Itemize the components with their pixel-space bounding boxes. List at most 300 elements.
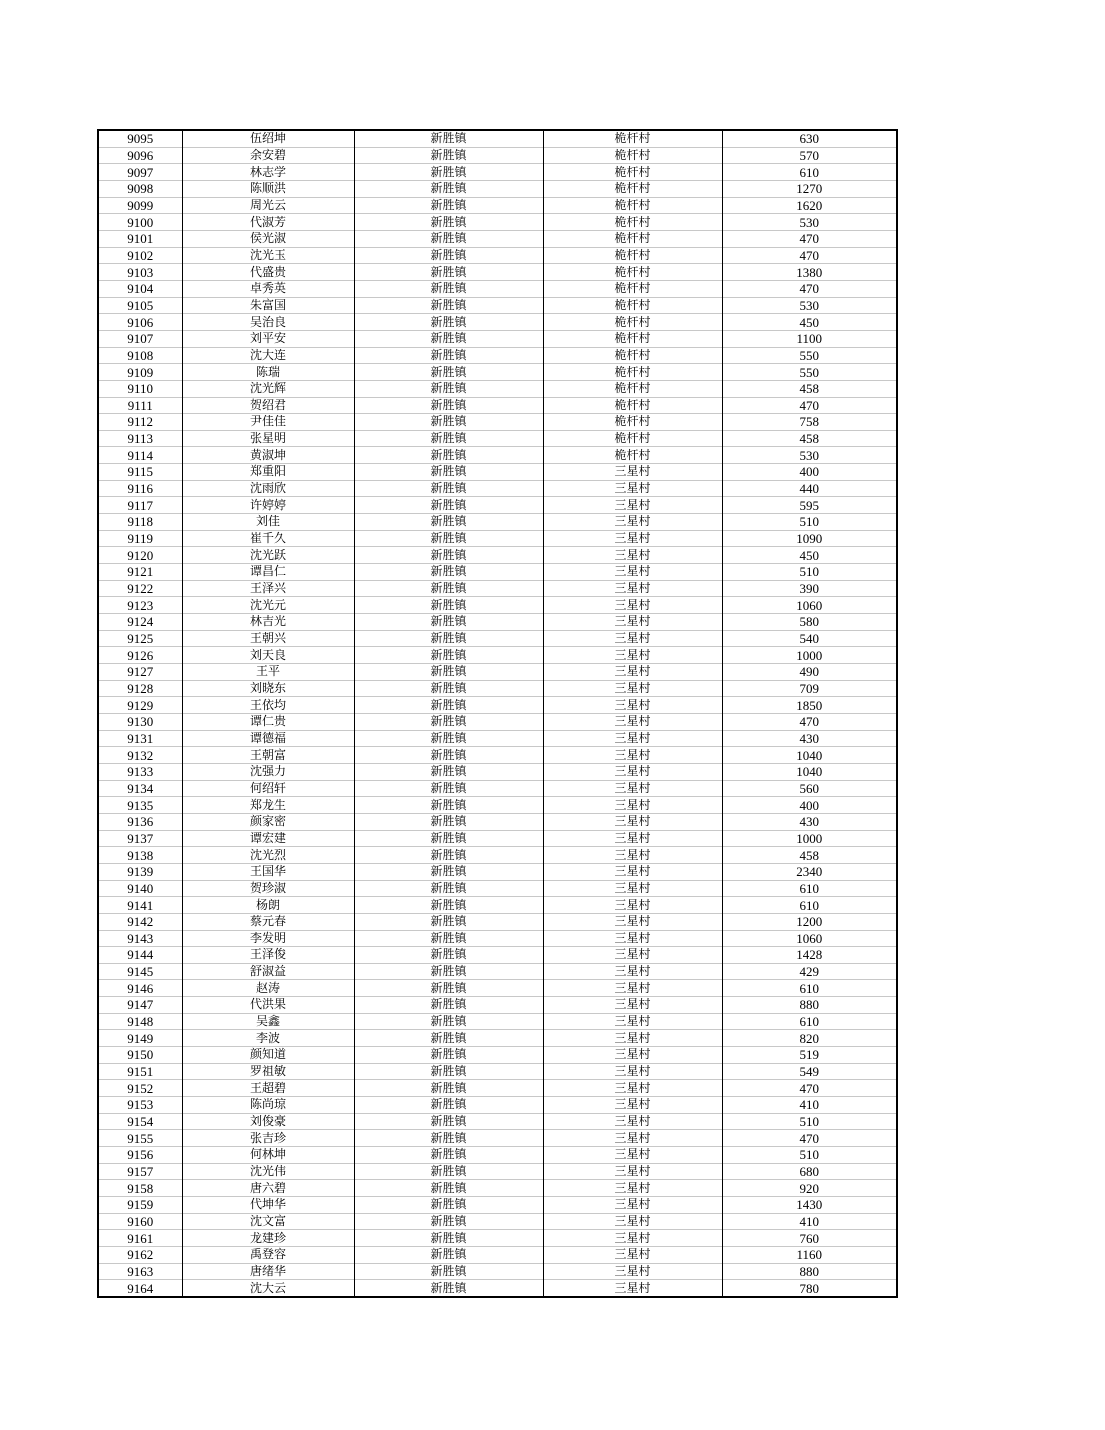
village-cell: 三星村	[543, 697, 722, 714]
table-row	[98, 147, 897, 164]
table-row	[98, 1147, 897, 1164]
town-cell: 新胜镇	[354, 264, 543, 281]
serial-number-cell: 9121	[98, 564, 182, 581]
village-cell: 三星村	[543, 1246, 722, 1263]
name-cell: 周光云	[182, 197, 354, 214]
town-cell: 新胜镇	[354, 330, 543, 347]
name-cell: 郑重阳	[182, 464, 354, 481]
table-row	[98, 547, 897, 564]
serial-number-cell: 9118	[98, 514, 182, 531]
town-cell: 新胜镇	[354, 547, 543, 564]
table-row	[98, 330, 897, 347]
village-cell: 桅杆村	[543, 280, 722, 297]
village-cell: 桅杆村	[543, 330, 722, 347]
table-row	[98, 1246, 897, 1263]
table-row	[98, 364, 897, 381]
town-cell: 新胜镇	[354, 1197, 543, 1214]
village-cell: 三星村	[543, 780, 722, 797]
amount-cell: 610	[722, 164, 897, 181]
table-row	[98, 464, 897, 481]
amount-cell: 1620	[722, 197, 897, 214]
serial-number-cell: 9153	[98, 1097, 182, 1114]
serial-number-cell: 9155	[98, 1130, 182, 1147]
serial-number-cell: 9128	[98, 680, 182, 697]
amount-cell: 510	[722, 1113, 897, 1130]
name-cell: 王超碧	[182, 1080, 354, 1097]
table-row	[98, 863, 897, 880]
table-row	[98, 713, 897, 730]
table-row	[98, 1063, 897, 1080]
town-cell: 新胜镇	[354, 913, 543, 930]
amount-cell: 530	[722, 297, 897, 314]
village-cell: 三星村	[543, 980, 722, 997]
name-cell: 李发明	[182, 930, 354, 947]
village-cell: 桅杆村	[543, 130, 722, 147]
name-cell: 沈强力	[182, 763, 354, 780]
village-cell: 桅杆村	[543, 247, 722, 264]
amount-cell: 430	[722, 730, 897, 747]
amount-cell: 780	[722, 1280, 897, 1297]
village-cell: 三星村	[543, 897, 722, 914]
name-cell: 王泽俊	[182, 947, 354, 964]
name-cell: 伍绍坤	[182, 130, 354, 147]
village-cell: 三星村	[543, 464, 722, 481]
amount-cell: 1090	[722, 530, 897, 547]
name-cell: 陈尚琼	[182, 1097, 354, 1114]
table-row	[98, 414, 897, 431]
amount-cell: 1428	[722, 947, 897, 964]
table-row	[98, 747, 897, 764]
town-cell: 新胜镇	[354, 397, 543, 414]
town-cell: 新胜镇	[354, 1063, 543, 1080]
name-cell: 颜家密	[182, 813, 354, 830]
name-cell: 沈雨欣	[182, 480, 354, 497]
town-cell: 新胜镇	[354, 297, 543, 314]
amount-cell: 920	[722, 1180, 897, 1197]
town-cell: 新胜镇	[354, 847, 543, 864]
amount-cell: 1060	[722, 597, 897, 614]
table-row	[98, 847, 897, 864]
name-cell: 沈光跃	[182, 547, 354, 564]
town-cell: 新胜镇	[354, 480, 543, 497]
town-cell: 新胜镇	[354, 897, 543, 914]
table-row	[98, 913, 897, 930]
name-cell: 代盛贵	[182, 264, 354, 281]
village-cell: 三星村	[543, 1263, 722, 1280]
table-row	[98, 1213, 897, 1230]
amount-cell: 610	[722, 897, 897, 914]
village-cell: 三星村	[543, 1147, 722, 1164]
name-cell: 刘天良	[182, 647, 354, 664]
amount-cell: 400	[722, 464, 897, 481]
amount-cell: 400	[722, 797, 897, 814]
serial-number-cell: 9116	[98, 480, 182, 497]
village-cell: 三星村	[543, 997, 722, 1014]
amount-cell: 429	[722, 963, 897, 980]
serial-number-cell: 9150	[98, 1047, 182, 1064]
table-row	[98, 830, 897, 847]
amount-cell: 1060	[722, 930, 897, 947]
village-cell: 三星村	[543, 564, 722, 581]
name-cell: 唐绪华	[182, 1263, 354, 1280]
name-cell: 沈文富	[182, 1213, 354, 1230]
amount-cell: 470	[722, 397, 897, 414]
village-cell: 三星村	[543, 1130, 722, 1147]
name-cell: 王朝兴	[182, 630, 354, 647]
name-cell: 林吉光	[182, 614, 354, 631]
serial-number-cell: 9141	[98, 897, 182, 914]
serial-number-cell: 9131	[98, 730, 182, 747]
name-cell: 谭德福	[182, 730, 354, 747]
town-cell: 新胜镇	[354, 530, 543, 547]
serial-number-cell: 9162	[98, 1246, 182, 1263]
village-cell: 三星村	[543, 647, 722, 664]
name-cell: 谭昌仁	[182, 564, 354, 581]
village-cell: 三星村	[543, 1047, 722, 1064]
amount-cell: 549	[722, 1063, 897, 1080]
town-cell: 新胜镇	[354, 230, 543, 247]
serial-number-cell: 9104	[98, 280, 182, 297]
village-cell: 桅杆村	[543, 380, 722, 397]
table-row	[98, 630, 897, 647]
amount-cell: 530	[722, 447, 897, 464]
table-row	[98, 1180, 897, 1197]
name-cell: 沈光伟	[182, 1163, 354, 1180]
village-cell: 三星村	[543, 1030, 722, 1047]
serial-number-cell: 9138	[98, 847, 182, 864]
name-cell: 沈光辉	[182, 380, 354, 397]
name-cell: 林志学	[182, 164, 354, 181]
table-row	[98, 297, 897, 314]
town-cell: 新胜镇	[354, 680, 543, 697]
serial-number-cell: 9158	[98, 1180, 182, 1197]
town-cell: 新胜镇	[354, 364, 543, 381]
table-row	[98, 1097, 897, 1114]
table-row	[98, 1230, 897, 1247]
town-cell: 新胜镇	[354, 713, 543, 730]
amount-cell: 390	[722, 580, 897, 597]
town-cell: 新胜镇	[354, 414, 543, 431]
name-cell: 崔千久	[182, 530, 354, 547]
amount-cell: 490	[722, 664, 897, 681]
town-cell: 新胜镇	[354, 1013, 543, 1030]
table-row	[98, 930, 897, 947]
table-row	[98, 797, 897, 814]
table-row	[98, 1047, 897, 1064]
amount-cell: 570	[722, 147, 897, 164]
table-row	[98, 130, 897, 147]
table-row	[98, 963, 897, 980]
table-row	[98, 214, 897, 231]
village-cell: 桅杆村	[543, 430, 722, 447]
serial-number-cell: 9143	[98, 930, 182, 947]
town-cell: 新胜镇	[354, 797, 543, 814]
amount-cell: 1430	[722, 1197, 897, 1214]
serial-number-cell: 9126	[98, 647, 182, 664]
town-cell: 新胜镇	[354, 1147, 543, 1164]
amount-cell: 1000	[722, 647, 897, 664]
amount-cell: 580	[722, 614, 897, 631]
town-cell: 新胜镇	[354, 247, 543, 264]
amount-cell: 1040	[722, 747, 897, 764]
serial-number-cell: 9099	[98, 197, 182, 214]
amount-cell: 1380	[722, 264, 897, 281]
village-cell: 三星村	[543, 597, 722, 614]
town-cell: 新胜镇	[354, 1230, 543, 1247]
amount-cell: 880	[722, 997, 897, 1014]
amount-cell: 470	[722, 1080, 897, 1097]
village-cell: 三星村	[543, 947, 722, 964]
town-cell: 新胜镇	[354, 564, 543, 581]
table-row	[98, 480, 897, 497]
village-cell: 三星村	[543, 580, 722, 597]
serial-number-cell: 9124	[98, 614, 182, 631]
serial-number-cell: 9105	[98, 297, 182, 314]
town-cell: 新胜镇	[354, 1113, 543, 1130]
table-row	[98, 447, 897, 464]
table-row	[98, 947, 897, 964]
serial-number-cell: 9115	[98, 464, 182, 481]
amount-cell: 550	[722, 347, 897, 364]
serial-number-cell: 9161	[98, 1230, 182, 1247]
table-row	[98, 880, 897, 897]
table-row	[98, 1280, 897, 1297]
serial-number-cell: 9120	[98, 547, 182, 564]
village-cell: 三星村	[543, 797, 722, 814]
town-cell: 新胜镇	[354, 597, 543, 614]
serial-number-cell: 9136	[98, 813, 182, 830]
village-cell: 桅杆村	[543, 314, 722, 331]
name-cell: 王朝富	[182, 747, 354, 764]
town-cell: 新胜镇	[354, 147, 543, 164]
amount-cell: 1040	[722, 763, 897, 780]
table-row	[98, 980, 897, 997]
serial-number-cell: 9160	[98, 1213, 182, 1230]
serial-number-cell: 9146	[98, 980, 182, 997]
serial-number-cell: 9149	[98, 1030, 182, 1047]
town-cell: 新胜镇	[354, 830, 543, 847]
name-cell: 刘佳	[182, 514, 354, 531]
amount-cell: 510	[722, 514, 897, 531]
name-cell: 何绍轩	[182, 780, 354, 797]
name-cell: 侯光淑	[182, 230, 354, 247]
amount-cell: 820	[722, 1030, 897, 1047]
town-cell: 新胜镇	[354, 813, 543, 830]
table-row	[98, 514, 897, 531]
town-cell: 新胜镇	[354, 697, 543, 714]
amount-cell: 510	[722, 564, 897, 581]
serial-number-cell: 9100	[98, 214, 182, 231]
village-cell: 桅杆村	[543, 164, 722, 181]
serial-number-cell: 9110	[98, 380, 182, 397]
village-cell: 桅杆村	[543, 230, 722, 247]
town-cell: 新胜镇	[354, 747, 543, 764]
name-cell: 沈大连	[182, 347, 354, 364]
name-cell: 吴治良	[182, 314, 354, 331]
village-cell: 三星村	[543, 913, 722, 930]
village-cell: 三星村	[543, 863, 722, 880]
village-cell: 三星村	[543, 813, 722, 830]
name-cell: 舒淑益	[182, 963, 354, 980]
table-row	[98, 280, 897, 297]
town-cell: 新胜镇	[354, 1263, 543, 1280]
table-row	[98, 530, 897, 547]
table-row	[98, 763, 897, 780]
amount-cell: 510	[722, 1147, 897, 1164]
serial-number-cell: 9122	[98, 580, 182, 597]
table-row	[98, 164, 897, 181]
serial-number-cell: 9154	[98, 1113, 182, 1130]
amount-cell: 610	[722, 980, 897, 997]
table-row	[98, 497, 897, 514]
village-cell: 三星村	[543, 680, 722, 697]
serial-number-cell: 9117	[98, 497, 182, 514]
name-cell: 唐六碧	[182, 1180, 354, 1197]
amount-cell: 610	[722, 880, 897, 897]
amount-cell: 458	[722, 430, 897, 447]
serial-number-cell: 9108	[98, 347, 182, 364]
name-cell: 张星明	[182, 430, 354, 447]
table-row	[98, 664, 897, 681]
amount-cell: 458	[722, 847, 897, 864]
table-row	[98, 1013, 897, 1030]
village-cell: 三星村	[543, 1180, 722, 1197]
town-cell: 新胜镇	[354, 464, 543, 481]
table-row	[98, 697, 897, 714]
name-cell: 何林坤	[182, 1147, 354, 1164]
name-cell: 蔡元春	[182, 913, 354, 930]
village-cell: 三星村	[543, 630, 722, 647]
town-cell: 新胜镇	[354, 664, 543, 681]
town-cell: 新胜镇	[354, 880, 543, 897]
name-cell: 许婷婷	[182, 497, 354, 514]
town-cell: 新胜镇	[354, 1130, 543, 1147]
town-cell: 新胜镇	[354, 1246, 543, 1263]
amount-cell: 760	[722, 1230, 897, 1247]
amount-cell: 2340	[722, 863, 897, 880]
table-row	[98, 197, 897, 214]
town-cell: 新胜镇	[354, 614, 543, 631]
table-row	[98, 1197, 897, 1214]
amount-cell: 880	[722, 1263, 897, 1280]
amount-cell: 550	[722, 364, 897, 381]
town-cell: 新胜镇	[354, 947, 543, 964]
serial-number-cell: 9129	[98, 697, 182, 714]
table-row	[98, 564, 897, 581]
table-row	[98, 1163, 897, 1180]
amount-cell: 610	[722, 1013, 897, 1030]
village-cell: 三星村	[543, 1080, 722, 1097]
serial-number-cell: 9156	[98, 1147, 182, 1164]
serial-number-cell: 9142	[98, 913, 182, 930]
amount-cell: 1100	[722, 330, 897, 347]
name-cell: 王泽兴	[182, 580, 354, 597]
village-cell: 三星村	[543, 1163, 722, 1180]
amount-cell: 470	[722, 230, 897, 247]
serial-number-cell: 9148	[98, 1013, 182, 1030]
amount-cell: 470	[722, 247, 897, 264]
village-cell: 三星村	[543, 830, 722, 847]
village-cell: 三星村	[543, 614, 722, 631]
amount-cell: 470	[722, 280, 897, 297]
amount-cell: 1270	[722, 180, 897, 197]
village-cell: 三星村	[543, 713, 722, 730]
serial-number-cell: 9111	[98, 397, 182, 414]
town-cell: 新胜镇	[354, 130, 543, 147]
village-cell: 三星村	[543, 1013, 722, 1030]
name-cell: 余安碧	[182, 147, 354, 164]
table-row	[98, 430, 897, 447]
name-cell: 张吉珍	[182, 1130, 354, 1147]
amount-cell: 458	[722, 380, 897, 397]
village-cell: 三星村	[543, 880, 722, 897]
town-cell: 新胜镇	[354, 314, 543, 331]
serial-number-cell: 9137	[98, 830, 182, 847]
town-cell: 新胜镇	[354, 514, 543, 531]
serial-number-cell: 9145	[98, 963, 182, 980]
table-row	[98, 614, 897, 631]
town-cell: 新胜镇	[354, 380, 543, 397]
table-row	[98, 230, 897, 247]
town-cell: 新胜镇	[354, 180, 543, 197]
town-cell: 新胜镇	[354, 1213, 543, 1230]
village-cell: 三星村	[543, 763, 722, 780]
amount-cell: 1000	[722, 830, 897, 847]
name-cell: 罗祖敏	[182, 1063, 354, 1080]
amount-cell: 410	[722, 1213, 897, 1230]
name-cell: 沈光玉	[182, 247, 354, 264]
amount-cell: 450	[722, 314, 897, 331]
table-row	[98, 647, 897, 664]
table-row	[98, 580, 897, 597]
serial-number-cell: 9140	[98, 880, 182, 897]
serial-number-cell: 9107	[98, 330, 182, 347]
name-cell: 赵涛	[182, 980, 354, 997]
village-cell: 桅杆村	[543, 214, 722, 231]
amount-cell: 560	[722, 780, 897, 797]
town-cell: 新胜镇	[354, 730, 543, 747]
name-cell: 朱富国	[182, 297, 354, 314]
town-cell: 新胜镇	[354, 863, 543, 880]
table-row	[98, 1030, 897, 1047]
serial-number-cell: 9164	[98, 1280, 182, 1297]
table-row	[98, 247, 897, 264]
name-cell: 郑龙生	[182, 797, 354, 814]
document-page	[97, 129, 898, 1298]
serial-number-cell: 9103	[98, 264, 182, 281]
table-row	[98, 680, 897, 697]
serial-number-cell: 9152	[98, 1080, 182, 1097]
town-cell: 新胜镇	[354, 447, 543, 464]
amount-cell: 709	[722, 680, 897, 697]
serial-number-cell: 9133	[98, 763, 182, 780]
serial-number-cell: 9123	[98, 597, 182, 614]
name-cell: 沈光烈	[182, 847, 354, 864]
name-cell: 陈瑞	[182, 364, 354, 381]
name-cell: 谭仁贵	[182, 713, 354, 730]
serial-number-cell: 9096	[98, 147, 182, 164]
name-cell: 陈顺洪	[182, 180, 354, 197]
village-cell: 桅杆村	[543, 364, 722, 381]
serial-number-cell: 9127	[98, 664, 182, 681]
amount-cell: 680	[722, 1163, 897, 1180]
village-cell: 桅杆村	[543, 447, 722, 464]
table-body	[98, 130, 897, 1297]
name-cell: 颜知道	[182, 1047, 354, 1064]
serial-number-cell: 9157	[98, 1163, 182, 1180]
village-cell: 桅杆村	[543, 264, 722, 281]
name-cell: 贺珍淑	[182, 880, 354, 897]
